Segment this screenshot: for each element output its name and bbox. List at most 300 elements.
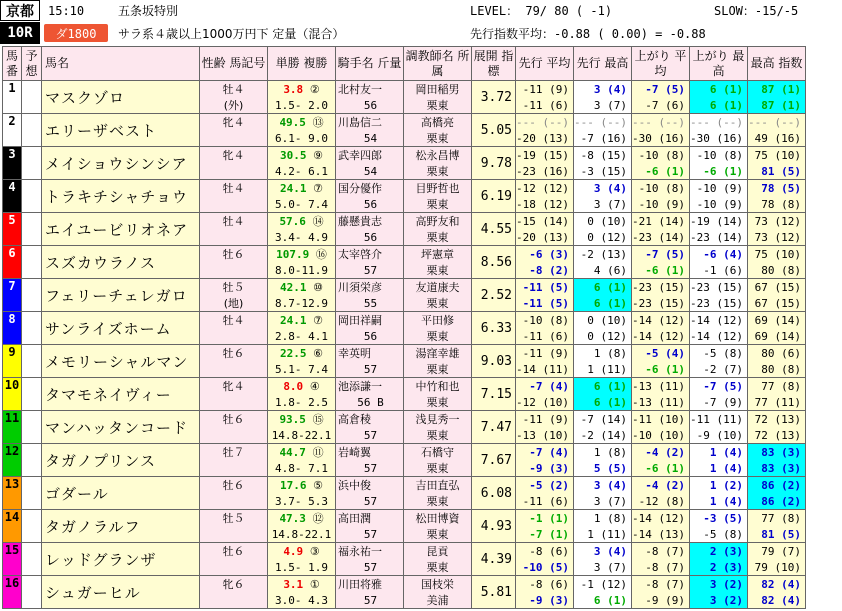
final-avg-line-2: -6 (1)	[645, 362, 685, 376]
lead-avg-line-1: -8 (6)	[529, 544, 569, 558]
jockey-name[interactable]: 川島信二	[338, 115, 382, 129]
trainer-name[interactable]: 国枝栄	[421, 577, 454, 591]
trainer-name[interactable]: 高橋亮	[421, 115, 454, 129]
final-avg-line-2: -23 (14)	[632, 230, 685, 244]
table-row[interactable]	[3, 510, 806, 543]
col-lead-max[interactable]: 先行 最高	[574, 47, 632, 81]
sex-age-cell	[200, 279, 268, 312]
table-row[interactable]	[3, 411, 806, 444]
trainer-region: 栗東	[426, 560, 449, 574]
final-avg-line-1: -14 (12)	[632, 511, 685, 525]
odds-cell	[268, 510, 336, 543]
place-odds: 1.5- 2.0	[275, 98, 328, 112]
horse-mark	[200, 394, 267, 410]
trainer-cell	[404, 444, 472, 477]
table-row[interactable]	[3, 477, 806, 510]
final-max-line-1: 3 (2)	[709, 577, 743, 591]
trainer-region: 栗東	[426, 197, 449, 211]
final-max-line-1: --- (--)	[690, 115, 743, 129]
level-readout: LEVEL： 79/ 80 ( -1)	[470, 4, 613, 18]
col-sex-age[interactable]: 性齢 馬記号	[200, 47, 268, 81]
horse-number-cell: 3	[3, 147, 22, 180]
horse-name[interactable]: サンライズホーム	[42, 312, 200, 345]
trainer-name[interactable]: 目野哲也	[415, 181, 460, 195]
final-avg	[632, 345, 690, 378]
prediction-cell[interactable]	[22, 312, 42, 345]
lead-avg-line-1: -11 (5)	[522, 280, 569, 294]
prediction-cell[interactable]	[22, 147, 42, 180]
final-avg-line-1: -11 (10)	[632, 412, 685, 426]
prediction-cell[interactable]	[22, 411, 42, 444]
lead-avg-line-1: -19 (15)	[516, 148, 569, 162]
place-odds: 14.8-22.1	[271, 428, 332, 442]
jockey-cell	[336, 147, 404, 180]
pace-index-value: 8.56	[472, 246, 516, 279]
lead-max	[574, 147, 632, 180]
place-odds: 1.5- 1.9	[275, 560, 328, 574]
prediction-cell[interactable]	[22, 213, 42, 246]
win-rank: ①	[309, 577, 320, 591]
col-odds[interactable]: 単勝 複勝	[268, 47, 336, 81]
lead-max-line-2: 3 (7)	[593, 197, 627, 211]
col-horse-name[interactable]: 馬名	[42, 47, 200, 81]
win-odds-line	[268, 246, 335, 262]
lead-max	[574, 114, 632, 147]
trainer-region: 栗東	[426, 527, 449, 541]
top-index-line-1: 75 (10)	[754, 148, 801, 162]
sex-age: 牡６	[222, 412, 245, 426]
trainer-region: 栗東	[426, 428, 449, 442]
top-index	[748, 147, 806, 180]
final-max-line-2: 2 (3)	[709, 560, 743, 574]
lead-avg-line-1: -5 (2)	[529, 478, 569, 492]
prediction-cell[interactable]	[22, 114, 42, 147]
jockey-name[interactable]: 川田将雅	[338, 577, 382, 591]
jockey-name[interactable]: 池添謙一	[338, 379, 382, 393]
lead-avg-line-2: -13 (10)	[516, 428, 569, 442]
final-avg-line-2: -12 (8)	[638, 494, 685, 508]
table-row[interactable]	[3, 246, 806, 279]
col-final-avg[interactable]: 上がり 平均	[632, 47, 690, 81]
prediction-cell[interactable]	[22, 180, 42, 213]
final-avg-line-2: -13 (11)	[632, 395, 685, 409]
place-odds: 3.7- 5.3	[275, 494, 328, 508]
win-odds-line	[268, 576, 335, 592]
prediction-cell[interactable]	[22, 279, 42, 312]
lead-avg-line-2: -18 (12)	[516, 197, 569, 211]
jockey-name[interactable]: 岩崎翼	[338, 445, 371, 459]
final-max-line-2: 6 (1)	[709, 98, 743, 112]
table-row[interactable]	[3, 81, 806, 114]
final-avg-line-1: --- (--)	[632, 115, 685, 129]
lead-avg-line-2: -11 (5)	[522, 296, 569, 310]
place-odds: 14.8-22.1	[271, 527, 332, 541]
trainer-cell	[404, 312, 472, 345]
lead-max-line-2: 4 (6)	[593, 263, 627, 277]
final-avg	[632, 147, 690, 180]
final-max-line-1: -6 (4)	[703, 247, 743, 261]
final-max	[690, 510, 748, 543]
table-row[interactable]	[3, 279, 806, 312]
horse-name[interactable]: レッドグランザ	[42, 543, 200, 576]
win-odds: 57.6	[279, 214, 306, 228]
table-row[interactable]	[3, 114, 806, 147]
top-index-line-1: 83 (3)	[761, 445, 801, 459]
horse-name[interactable]: タガノプリンス	[42, 444, 200, 477]
trainer-cell	[404, 114, 472, 147]
jockey-weight: 56 B	[357, 395, 384, 409]
final-max	[690, 279, 748, 312]
prediction-cell[interactable]	[22, 345, 42, 378]
top-index-line-2: 81 (5)	[761, 164, 801, 178]
horse-name[interactable]: タガノラルフ	[42, 510, 200, 543]
pace-index-value: 4.55	[472, 213, 516, 246]
win-odds: 107.9	[276, 247, 310, 261]
final-max-line-2: 1 (4)	[709, 461, 743, 475]
pace-index-value: 9.78	[472, 147, 516, 180]
trainer-cell	[404, 147, 472, 180]
trainer-region: 栗東	[426, 98, 449, 112]
lead-avg	[516, 114, 574, 147]
win-odds: 47.3	[279, 511, 306, 525]
col-jockey[interactable]: 騎手名 斤量	[336, 47, 404, 81]
sex-age: 牡７	[222, 445, 245, 459]
top-index	[748, 246, 806, 279]
jockey-weight: 57	[363, 428, 378, 442]
table-row[interactable]	[3, 147, 806, 180]
sex-age: 牡４	[222, 181, 245, 195]
jockey-weight: 57	[363, 527, 378, 541]
horse-number-cell: 8	[3, 312, 22, 345]
trainer-name[interactable]: 湯窪幸雄	[415, 346, 460, 360]
win-odds: 3.1	[283, 577, 304, 591]
lead-max-line-1: 0 (10)	[587, 313, 627, 327]
jockey-weight: 57	[363, 593, 378, 607]
table-row[interactable]	[3, 345, 806, 378]
top-index-line-1: 77 (8)	[761, 379, 801, 393]
win-rank: ⑪	[312, 445, 324, 459]
lead-max-line-2: 6 (1)	[593, 593, 627, 607]
horse-name[interactable]: シュガーヒル	[42, 576, 200, 609]
lead-avg-line-1: -1 (1)	[529, 511, 569, 525]
win-odds: 30.5	[280, 148, 307, 162]
sex-age-cell	[200, 81, 268, 114]
lead-avg-line-1: -6 (3)	[529, 247, 569, 261]
top-index	[748, 345, 806, 378]
lead-max-line-2: 3 (7)	[593, 98, 627, 112]
trainer-cell	[404, 576, 472, 609]
horse-name[interactable]: メモリーシャルマン	[42, 345, 200, 378]
top-index	[748, 378, 806, 411]
win-rank: ⑥	[313, 346, 323, 360]
table-row[interactable]	[3, 312, 806, 345]
final-avg-line-1: -21 (14)	[632, 214, 685, 228]
header-row-2	[0, 22, 842, 44]
jockey-name[interactable]: 川須栄彦	[338, 280, 382, 294]
race-time: 15:10	[48, 3, 85, 18]
trainer-name[interactable]: 松永昌博	[415, 148, 460, 162]
horse-name[interactable]: マスクゾロ	[42, 81, 200, 114]
col-pace-index[interactable]: 展開 指標	[472, 47, 516, 81]
final-max-line-1: -5 (8)	[703, 346, 743, 360]
horse-name[interactable]: トラキチシャチョウ	[42, 180, 200, 213]
odds-cell	[268, 147, 336, 180]
jockey-weight: 57	[363, 461, 378, 475]
win-odds: 22.5	[280, 346, 307, 360]
top-index-line-1: 75 (10)	[754, 247, 801, 261]
win-rank: ⑦	[313, 181, 323, 195]
table-row[interactable]	[3, 213, 806, 246]
horse-number-cell: 6	[3, 246, 22, 279]
win-rank: ⑭	[312, 214, 324, 228]
trainer-region: 美浦	[426, 593, 449, 607]
final-max-line-1: 1 (4)	[709, 445, 743, 459]
surface-badge: ダ1800	[44, 24, 108, 42]
trainer-name[interactable]: 昆貢	[426, 544, 449, 558]
final-max-line-1: 1 (2)	[709, 478, 743, 492]
final-avg-line-1: -7 (5)	[645, 247, 685, 261]
win-odds-line	[268, 411, 335, 427]
final-avg-line-1: -4 (2)	[645, 445, 685, 459]
top-index-line-1: 77 (8)	[761, 511, 801, 525]
trainer-name[interactable]: 平田修	[421, 313, 454, 327]
sex-age: 牝６	[222, 577, 245, 591]
jockey-name[interactable]: 岡田祥嗣	[338, 313, 382, 327]
jockey-name[interactable]: 北村友一	[338, 82, 382, 96]
sex-age-cell	[200, 345, 268, 378]
pace-index-value: 4.39	[472, 543, 516, 576]
top-index-line-2: 78 (8)	[761, 197, 801, 211]
header-row-1	[0, 0, 842, 21]
final-avg	[632, 510, 690, 543]
table-row[interactable]	[3, 378, 806, 411]
final-avg-line-1: -13 (11)	[632, 379, 685, 393]
win-odds: 44.7	[279, 445, 306, 459]
horse-number-cell: 4	[3, 180, 22, 213]
odds-cell	[268, 213, 336, 246]
sex-age: 牡６	[222, 346, 245, 360]
final-avg-line-1: -14 (12)	[632, 313, 685, 327]
win-rank: ⑩	[313, 280, 323, 294]
top-index-line-1: 69 (14)	[754, 313, 801, 327]
col-final-max[interactable]: 上がり 最高	[690, 47, 748, 81]
table-row[interactable]	[3, 576, 806, 609]
trainer-name[interactable]: 友道康夫	[415, 280, 460, 294]
trainer-name[interactable]: 岡田稲男	[415, 82, 460, 96]
jockey-name[interactable]: 武幸四郎	[338, 148, 382, 162]
prediction-cell[interactable]	[22, 510, 42, 543]
jockey-cell	[336, 279, 404, 312]
sex-age-cell	[200, 180, 268, 213]
jockey-name[interactable]: 太宰啓介	[338, 247, 382, 261]
sex-age-cell	[200, 213, 268, 246]
trainer-name[interactable]: 坪憲章	[421, 247, 454, 261]
table-header	[3, 47, 806, 81]
trainer-cell	[404, 81, 472, 114]
trainer-cell	[404, 279, 472, 312]
horse-name[interactable]: メイショウシンシア	[42, 147, 200, 180]
win-rank: ⑯	[315, 247, 327, 261]
col-trainer[interactable]: 調教師名 所属	[404, 47, 472, 81]
table-row[interactable]	[3, 543, 806, 576]
horse-name[interactable]: マンハッタンコード	[42, 411, 200, 444]
jockey-cell	[336, 411, 404, 444]
prediction-cell[interactable]	[22, 543, 42, 576]
lead-max-line-1: 6 (1)	[593, 379, 627, 393]
jockey-name[interactable]: 浜中俊	[338, 478, 371, 492]
lead-avg-line-2: -12 (10)	[516, 395, 569, 409]
trainer-name[interactable]: 松田博資	[415, 511, 460, 525]
lead-avg	[516, 312, 574, 345]
col-horse-number[interactable]: 馬番	[3, 47, 22, 81]
final-avg-line-2: -7 (6)	[645, 98, 685, 112]
trainer-cell	[404, 213, 472, 246]
sex-age-cell	[200, 411, 268, 444]
jockey-weight: 54	[363, 131, 378, 145]
prediction-cell[interactable]	[22, 477, 42, 510]
horse-number-cell: 9	[3, 345, 22, 378]
trainer-name[interactable]: 高野友和	[415, 214, 460, 228]
lead-avg	[516, 477, 574, 510]
lead-avg-line-1: -7 (4)	[529, 379, 569, 393]
lead-avg-line-1: -12 (12)	[516, 181, 569, 195]
jockey-name[interactable]: 高田潤	[338, 511, 371, 525]
jockey-name[interactable]: 福永祐一	[338, 544, 382, 558]
venue-label: 京都	[0, 0, 40, 21]
jockey-name[interactable]: 藤懸貴志	[338, 214, 382, 228]
top-index-line-2: 87 (1)	[761, 98, 801, 112]
odds-cell	[268, 576, 336, 609]
trainer-cell	[404, 510, 472, 543]
col-prediction[interactable]: 予想	[22, 47, 42, 81]
place-odds: 3.4- 4.9	[275, 230, 328, 244]
final-avg-line-2: -30 (16)	[632, 131, 685, 145]
win-odds-line	[268, 180, 335, 196]
lead-max-line-2: 0 (12)	[587, 230, 627, 244]
top-index-line-1: 87 (1)	[761, 82, 801, 96]
jockey-weight: 57	[363, 263, 378, 277]
horse-name[interactable]: フェリーチェレガロ	[42, 279, 200, 312]
lead-avg-line-2: -11 (6)	[522, 98, 569, 112]
sex-age: 牡５	[222, 280, 245, 294]
jockey-cell	[336, 81, 404, 114]
win-odds: 3.8	[283, 82, 304, 96]
horse-mark	[200, 427, 267, 443]
horse-number-cell: 13	[3, 477, 22, 510]
lead-avg-line-1: -11 (9)	[522, 346, 569, 360]
top-index-line-1: 67 (15)	[754, 280, 801, 294]
pace-index-value: 6.19	[472, 180, 516, 213]
jockey-cell	[336, 543, 404, 576]
final-max-line-2: -10 (9)	[696, 197, 743, 211]
race-name: 五条坂特別	[118, 4, 179, 18]
col-top-index[interactable]: 最高 指数	[748, 47, 806, 81]
horse-mark	[200, 493, 267, 509]
jockey-name[interactable]: 高倉稜	[338, 412, 371, 426]
horse-name[interactable]: タマモネイヴィー	[42, 378, 200, 411]
race-conditions: サラ系４歳以上1000万円下 定量（混合）	[118, 26, 345, 41]
final-max	[690, 312, 748, 345]
sex-age: 牡４	[222, 214, 245, 228]
trainer-name[interactable]: 中竹和也	[415, 379, 460, 393]
lead-avg	[516, 444, 574, 477]
prediction-cell[interactable]	[22, 444, 42, 477]
horse-name[interactable]: エイユービリオネア	[42, 213, 200, 246]
lead-avg-line-2: -14 (11)	[516, 362, 569, 376]
final-max-line-2: -9 (10)	[696, 428, 743, 442]
horse-number-cell: 11	[3, 411, 22, 444]
sex-age-cell	[200, 543, 268, 576]
prediction-cell[interactable]	[22, 246, 42, 279]
jockey-name[interactable]: 幸英明	[338, 346, 371, 360]
trainer-name[interactable]: 石橋守	[421, 445, 454, 459]
lead-avg-line-1: --- (--)	[516, 115, 569, 129]
trainer-name[interactable]: 浅見秀一	[415, 412, 460, 426]
trainer-cell	[404, 378, 472, 411]
top-index-line-2: 79 (10)	[754, 560, 801, 574]
sex-age-cell	[200, 114, 268, 147]
final-max-line-2: 1 (4)	[709, 494, 743, 508]
lead-max-line-1: 1 (8)	[593, 511, 627, 525]
jockey-weight: 57	[363, 362, 378, 376]
table-row[interactable]	[3, 180, 806, 213]
win-rank: ②	[309, 82, 320, 96]
final-max	[690, 378, 748, 411]
jockey-cell	[336, 312, 404, 345]
lead-avg	[516, 180, 574, 213]
final-max-line-1: -23 (15)	[690, 280, 743, 294]
col-lead-avg[interactable]: 先行 平均	[516, 47, 574, 81]
prediction-cell[interactable]	[22, 576, 42, 609]
win-odds-line	[268, 345, 335, 361]
lead-avg-line-2: -10 (5)	[522, 560, 569, 574]
final-avg-line-2: -14 (13)	[632, 527, 685, 541]
win-rank: ⑦	[313, 313, 323, 327]
lead-max	[574, 312, 632, 345]
lead-max-line-1: -1 (12)	[580, 577, 627, 591]
table-row[interactable]	[3, 444, 806, 477]
horse-mark	[200, 163, 267, 179]
horse-mark	[200, 361, 267, 377]
horse-number-cell: 2	[3, 114, 22, 147]
lead-max-line-2: 3 (7)	[593, 560, 627, 574]
horse-name[interactable]: ゴダール	[42, 477, 200, 510]
prediction-cell[interactable]	[22, 81, 42, 114]
win-odds-line	[268, 114, 335, 130]
win-odds-line	[268, 147, 335, 163]
jockey-name[interactable]: 国分優作	[338, 181, 382, 195]
pace-index-value: 3.72	[472, 81, 516, 114]
top-index-line-2: 80 (8)	[761, 362, 801, 376]
win-odds-line	[268, 477, 335, 493]
final-avg	[632, 477, 690, 510]
trainer-cell	[404, 180, 472, 213]
jockey-weight: 56	[363, 230, 378, 244]
lead-max	[574, 345, 632, 378]
trainer-name[interactable]: 吉田直弘	[415, 478, 460, 492]
final-avg-line-1: -8 (7)	[645, 577, 685, 591]
prediction-cell[interactable]	[22, 378, 42, 411]
horse-number-cell: 5	[3, 213, 22, 246]
final-avg	[632, 312, 690, 345]
horse-name[interactable]: スズカウラノス	[42, 246, 200, 279]
win-rank: ③	[309, 544, 320, 558]
sex-age-cell	[200, 378, 268, 411]
lead-max-line-1: 3 (4)	[593, 181, 627, 195]
trainer-region: 栗東	[426, 263, 449, 277]
win-odds-line	[268, 444, 335, 460]
horse-name[interactable]: エリーザベスト	[42, 114, 200, 147]
